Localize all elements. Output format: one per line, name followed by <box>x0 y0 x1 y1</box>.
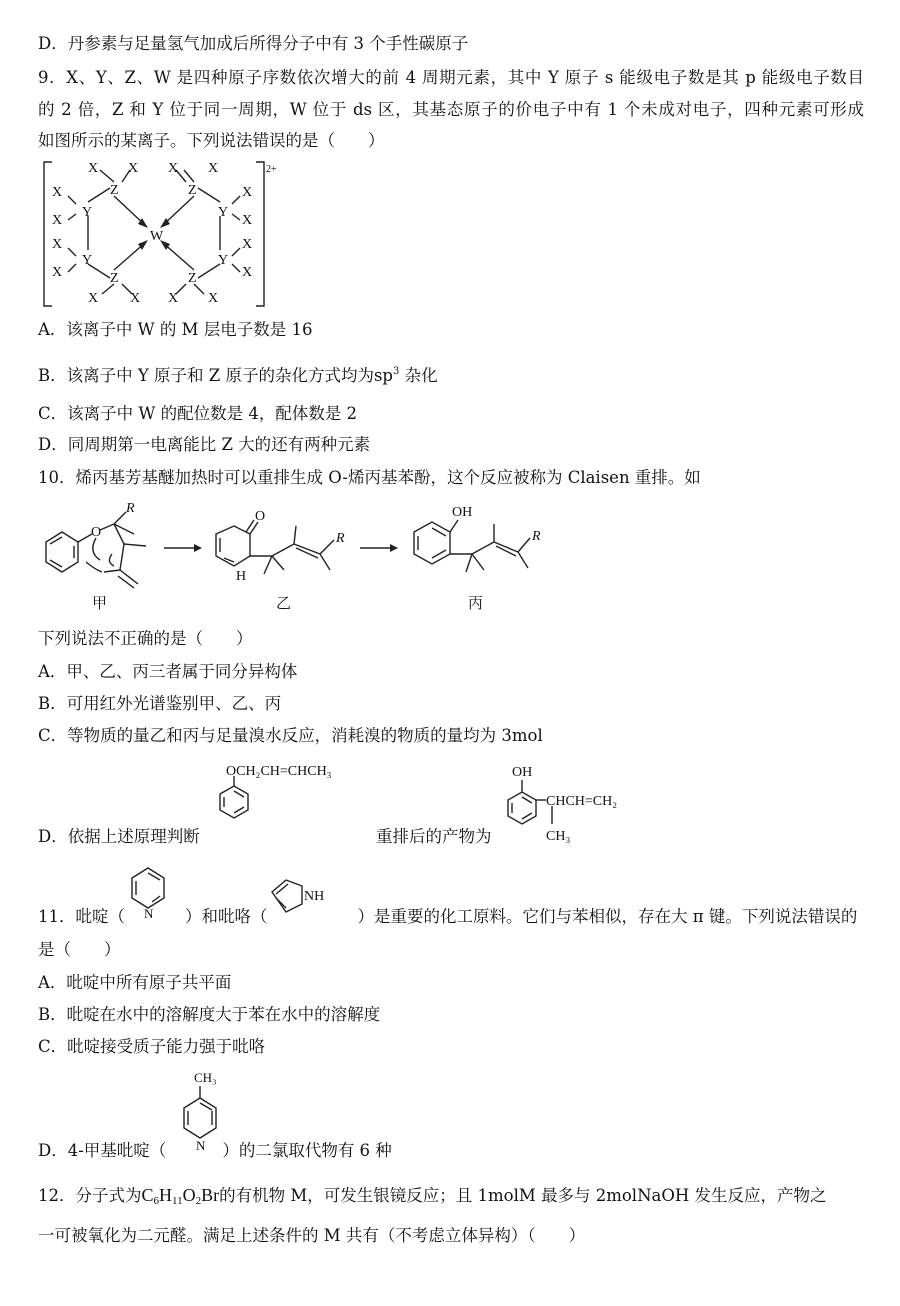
svg-text:Y: Y <box>82 205 93 220</box>
q11-option-d: D．4-甲基吡啶（ ）的二氯取代物有 6 种 <box>38 1141 392 1160</box>
svg-text:X: X <box>52 265 63 280</box>
sp-hybrid: sp <box>373 366 393 385</box>
svg-text:W: W <box>150 229 164 244</box>
q9-option-a: A．该离子中 W 的 M 层电子数是 16 <box>38 320 313 339</box>
svg-text:OH: OH <box>512 765 533 780</box>
svg-text:CH₃: CH₃ <box>546 829 571 844</box>
q9-option-b <box>38 361 438 387</box>
q10-option-d-middle: 重排后的产物为 <box>376 827 492 846</box>
q11-stem-line1: 11．吡啶（ ）和吡咯（ ）是重要的化工原料。它们与苯相似，存在大 π 键。下列说法错误的 <box>38 907 858 926</box>
q10-d-product <box>500 760 680 850</box>
ion-charge: 2+ <box>266 164 277 175</box>
label-bing: 丙 <box>468 596 484 612</box>
structure-jia <box>46 501 146 588</box>
svg-text:X: X <box>52 237 63 252</box>
label-yi: 乙 <box>276 596 292 612</box>
q10-option-a: A．甲、乙、丙三者属于同分异构体 <box>38 662 298 681</box>
q10-d-reactant <box>212 760 362 840</box>
svg-text:X: X <box>88 291 99 306</box>
q9-option-b-suffix: 杂化 <box>399 366 438 385</box>
q9-option-d: D．同周期第一电离能比 Z 大的还有两种元素 <box>38 435 371 454</box>
svg-text:CHCH=CH₂: CHCH=CH₂ <box>546 794 618 809</box>
svg-text:Z: Z <box>188 183 197 198</box>
q8-option-d: D．丹参素与足量氢气加成后所得分子中有 3 个手性碳原子 <box>38 34 469 53</box>
svg-text:O: O <box>91 525 102 540</box>
q11-option-a: A．吡啶中所有原子共平面 <box>38 973 232 992</box>
sp-superscript: 3 <box>393 366 400 377</box>
q9-stem-line2: 的 2 倍，Z 和 Y 位于同一周期，W 位于 ds 区，其基态原子的价电子中有 1 个未成对电子，四种元素可形成 <box>38 100 864 119</box>
svg-text:R: R <box>336 531 345 546</box>
q9-option-c: C．该离子中 W 的配位数是 4，配体数是 2 <box>38 404 358 423</box>
q11-option-b: B．吡啶在水中的溶解度大于苯在水中的溶解度 <box>38 1005 381 1024</box>
svg-text:X: X <box>242 185 253 200</box>
svg-text:X: X <box>208 291 219 306</box>
svg-text:NH: NH <box>304 889 325 904</box>
q12-stem-line1: 12．分子式为$C_6H_{11}O_2Br$的有机物 M，可发生银镜反应；且 1molM 最多与 2molNaOH 发生反应，产物之 <box>38 1185 827 1207</box>
svg-text:N: N <box>196 1138 206 1153</box>
svg-text:X: X <box>242 213 253 228</box>
q9-stem-line3: 如图所示的某离子。下列说法错误的是（ ） <box>38 131 385 150</box>
q10-claisen-figure <box>38 500 578 618</box>
svg-text:X: X <box>208 161 219 176</box>
svg-text:X: X <box>128 161 139 176</box>
structure-bing <box>414 505 541 572</box>
q9-stem-line1: 9．X、Y、Z、W 是四种原子序数依次增大的前 4 周期元素，其中 Y 原子 s 能级电子数是其 p 能级电子数目 <box>38 68 864 87</box>
svg-text:H: H <box>236 569 247 584</box>
svg-text:X: X <box>168 291 179 306</box>
svg-text:X: X <box>52 213 63 228</box>
svg-text:R: R <box>532 529 541 544</box>
svg-text:X: X <box>52 185 63 200</box>
svg-text:X: X <box>242 265 253 280</box>
svg-text:X: X <box>242 237 253 252</box>
label-jia: 甲 <box>92 596 108 612</box>
svg-text:Z: Z <box>110 271 119 286</box>
q9-option-b-text: B．该离子中 Y 原子和 Z 原子的杂化方式均为 <box>38 366 374 385</box>
q10-option-d-prefix: D．依据上述原理判断 <box>38 827 200 846</box>
q9-complex-ion-figure <box>38 160 288 310</box>
svg-text:O: O <box>255 509 266 524</box>
svg-text:X: X <box>168 161 179 176</box>
q12-stem-line2: 一可被氧化为二元醛。满足上述条件的 M 共有（不考虑立体异构）（ ） <box>38 1226 586 1245</box>
svg-text:X: X <box>130 291 141 306</box>
svg-text:Y: Y <box>218 205 229 220</box>
q10-option-b: B．可用红外光谱鉴别甲、乙、丙 <box>38 694 282 713</box>
q11-option-c: C．吡啶接受质子能力强于吡咯 <box>38 1037 266 1056</box>
svg-text:R: R <box>126 501 135 516</box>
svg-text:Y: Y <box>82 253 93 268</box>
q10-stem-line2: 下列说法不正确的是（ ） <box>38 629 253 648</box>
structure-yi <box>216 509 345 584</box>
svg-text:OH: OH <box>452 505 473 520</box>
q10-option-c: C．等物质的量乙和丙与足量溴水反应，消耗溴的物质的量均为 3mol <box>38 726 543 745</box>
q11-stem-line2: 是（ ） <box>38 940 121 959</box>
svg-text:Z: Z <box>110 183 119 198</box>
svg-text:Z: Z <box>188 271 197 286</box>
q10-stem-line1: 10．烯丙基芳基醚加热时可以重排生成 O-烯丙基苯酚，这个反应被称为 Claisen 重排。如 <box>38 468 701 487</box>
right-ring <box>162 170 240 294</box>
svg-text:OCH₂CH=CHCH₃: OCH₂CH=CHCH₃ <box>226 764 332 779</box>
left-ring <box>68 170 146 294</box>
svg-text:Y: Y <box>218 253 229 268</box>
svg-text:CH₃: CH₃ <box>194 1070 217 1085</box>
svg-text:X: X <box>88 161 99 176</box>
svg-text:N: N <box>144 906 154 921</box>
